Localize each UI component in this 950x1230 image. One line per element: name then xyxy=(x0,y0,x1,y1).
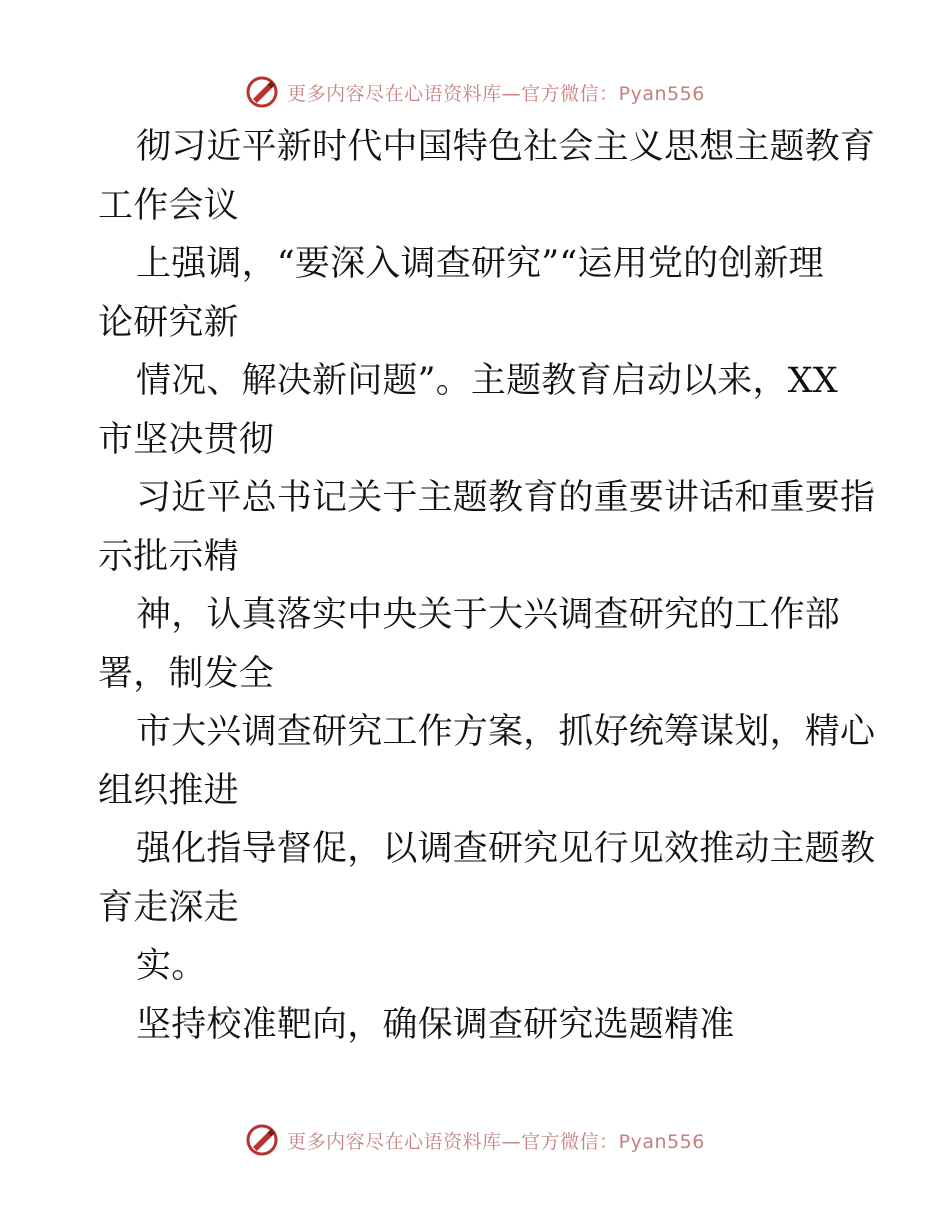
document-body xyxy=(98,118,876,1054)
body-line: 示批示精 xyxy=(98,536,239,577)
body-line: 论研究新 xyxy=(98,302,239,343)
body-line: 组织推进 xyxy=(98,770,239,811)
body-line: 实。 xyxy=(136,946,207,986)
body-line: 习近平总书记关于主题教育的重要讲话和重要指 xyxy=(136,478,876,518)
body-line: 上强调，“要深入调查研究”“运用党的创新理 xyxy=(136,244,824,284)
body-line: 情况、解决新问题”。主题教育启动以来，XX xyxy=(136,361,838,401)
body-line: 坚持校准靶向，确保调查研究选题精准 xyxy=(136,1004,735,1045)
header-watermark xyxy=(0,72,950,112)
watermark-text: 更多内容尽在心语资料库—官方微信：Pyan556 xyxy=(287,82,705,105)
body-line: 强化指导督促，以调查研究见行见效推动主题教 xyxy=(136,829,876,869)
body-line: 市大兴调查研究工作方案，抓好统筹谋划，精心 xyxy=(136,712,876,752)
body-line: 神，认真落实中央关于大兴调查研究的工作部 xyxy=(136,595,841,635)
body-line: 市坚决贯彻 xyxy=(98,419,275,460)
body-line: 育走深走 xyxy=(98,887,239,928)
footer-watermark xyxy=(0,1120,950,1160)
body-line: 署，制发全 xyxy=(98,653,275,694)
body-line: 工作会议 xyxy=(98,185,239,226)
pen-logo-icon xyxy=(245,75,279,109)
pen-logo-icon xyxy=(245,1123,279,1157)
watermark-text: 更多内容尽在心语资料库—官方微信：Pyan556 xyxy=(287,1130,705,1153)
body-line: 彻习近平新时代中国特色社会主义思想主题教育 xyxy=(136,127,876,167)
